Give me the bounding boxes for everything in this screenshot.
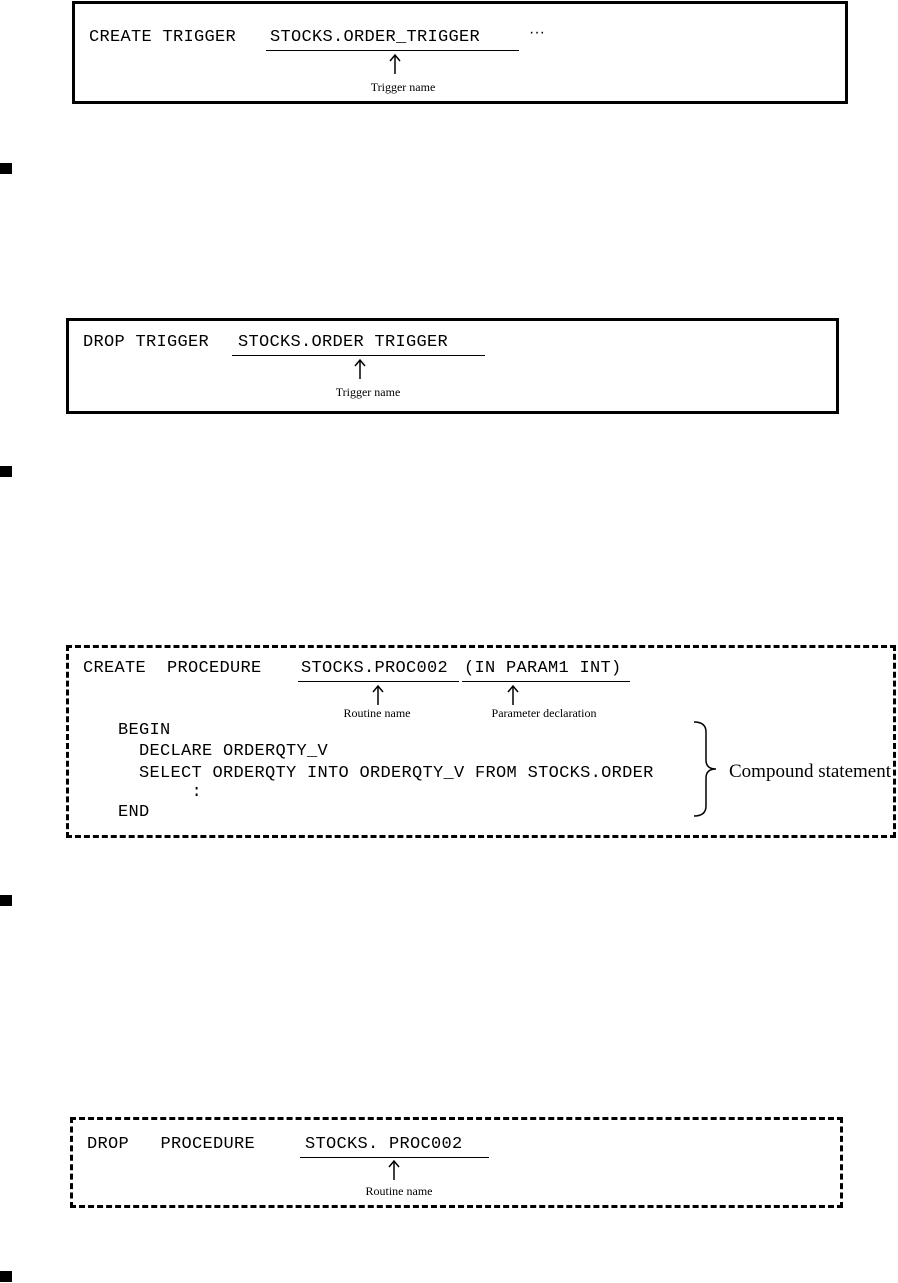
routine-name-caption: Routine name [343,706,411,720]
routine-name: STOCKS.PROC002 [301,659,449,678]
section-bullet [0,1271,12,1282]
up-arrow-icon [507,684,519,706]
routine-name-caption: Routine name [365,1184,433,1198]
drop-trigger-name-underline [232,355,485,356]
create-procedure-keyword: CREATE PROCEDURE [83,659,283,678]
body-line-begin: BEGIN [118,721,171,740]
drop-trigger-name: STOCKS.ORDER TRIGGER [238,333,449,352]
right-brace-icon [692,720,722,818]
section-bullet [0,163,12,174]
create-trigger-name-underline [266,50,519,51]
parameter-underline [462,681,630,682]
trigger-name-caption: Trigger name [370,80,436,94]
section-bullet [0,895,12,906]
body-line-select: SELECT ORDERQTY INTO ORDERQTY_V FROM STOCKS.ORDER [118,764,654,783]
create-trigger-ellipsis: ··· [529,24,545,41]
body-line-continuation: : [118,783,203,802]
drop-procedure-name: STOCKS. PROC002 [305,1135,463,1154]
body-line-declare: DECLARE ORDERQTY_V [118,742,329,761]
drop-trigger-keyword: DROP TRIGGER [83,333,220,352]
up-arrow-icon [389,53,401,75]
compound-statement-caption: Compound statement [729,761,892,782]
trigger-name-caption: Trigger name [335,385,401,399]
drop-procedure-keyword: DROP PROCEDURE [87,1135,277,1154]
drop-procedure-name-underline [300,1157,489,1158]
body-line-end: END [118,803,150,822]
parameter-declaration-caption: Parameter declaration [491,706,597,720]
parameter-declaration: (IN PARAM1 INT) [464,659,622,678]
section-bullet [0,466,12,477]
up-arrow-icon [372,684,384,706]
up-arrow-icon [354,358,366,380]
create-trigger-keyword: CREATE TRIGGER [89,28,247,47]
create-trigger-name: STOCKS.ORDER_TRIGGER [270,28,481,47]
routine-name-underline [298,681,459,682]
drop-procedure-box [70,1117,843,1208]
up-arrow-icon [388,1159,400,1181]
create-trigger-box [72,1,848,104]
